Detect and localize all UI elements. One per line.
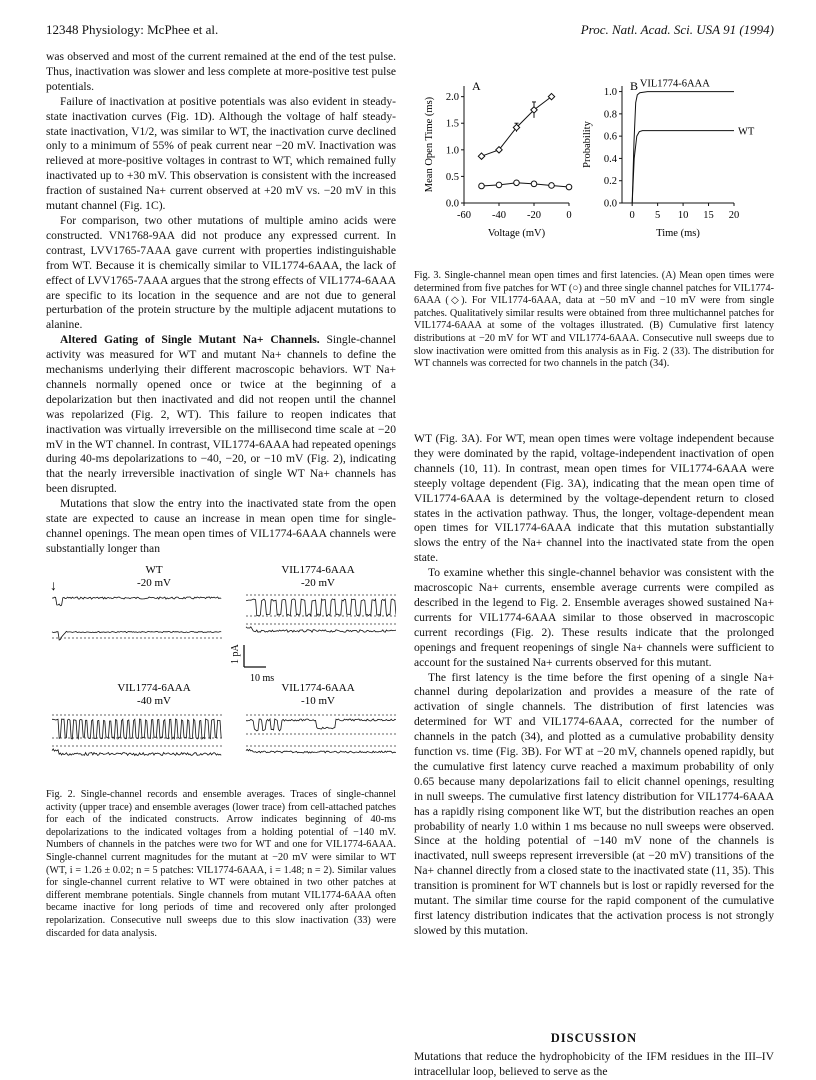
paragraph: Mutations that slow the entry into the inactivated state from the open state are expected to cause an increase in mean open time for single-channel openings. The mean open times of VIL1774-6AAA channels were substantially longer than	[46, 497, 396, 555]
circle-point	[566, 184, 572, 190]
fig2-panel-voltage: -20 mV	[137, 577, 171, 589]
y-tick-label: 0.4	[603, 153, 617, 165]
fig2-panel-title: VIL1774-6AAA	[281, 564, 355, 576]
header-right: Proc. Natl. Acad. Sci. USA 91 (1994)	[580, 22, 774, 37]
figure-2	[46, 560, 396, 788]
fig3-panel-b	[582, 79, 755, 239]
left-column	[46, 50, 396, 557]
fig2-panel-voltage: -20 mV	[301, 577, 335, 589]
panel-label: B	[630, 79, 639, 93]
x-tick-label: -40	[492, 210, 506, 221]
x-tick-label: 15	[703, 210, 714, 221]
caption-lead: Fig. 3.	[414, 270, 442, 281]
scale-time-label: 10 ms	[250, 673, 275, 684]
discussion-heading: DISCUSSION	[550, 1031, 638, 1045]
fig2-panel-voltage: -40 mV	[137, 695, 171, 707]
y-tick-label: 0.8	[603, 109, 617, 121]
section-heading: Altered Gating of Single Mutant Na+ Channels.	[60, 333, 320, 347]
x-tick-label: 10	[677, 210, 689, 221]
trace	[52, 597, 221, 606]
x-axis-label: Time (ms)	[656, 228, 700, 239]
x-tick-label: 5	[655, 210, 661, 221]
running-header	[46, 22, 774, 40]
ensemble-trace	[52, 631, 221, 640]
x-tick-label: 20	[728, 210, 740, 221]
circle-point	[496, 182, 502, 188]
caption-text: Single-channel mean open times and first latencies. (A) Mean open times were determined from five patches for WT (○) and three single channel patches for VIL1774-6AAA (◇). For VIL1774-6AAA, data at −50 mV and −10 mV were from single patches. Qualitatively similar results were obtained from three multichannel patches for VIL1774-6AAA at some of the voltages illustrated. (B) Cumulative first latency distributions at −20 mV for WT and VIL1774-6AAA. Consecutive null sweeps due to slow inactivation were omitted from this analysis as in Fig. 2 (33). The distribution for WT channels was corrected for two channels in the patch (34).	[414, 270, 774, 370]
paragraph: For comparison, two other mutations of multiple amino acids were constructed. VN1768-9AA did not produce any expressed current. In contrast, LVV1765-7AAA gave current with properties indistinguishable from WT. Because it is chemically similar to VIL1774-6AAA, the lack of effect of LVV1765-7AAA argues that the strong effects of VIL1774-6AAA are specific to its location in the sequence and are not due to general perturbation of the protein structure by the multiple adjacent mutations to alanine.	[46, 213, 396, 332]
x-tick-label: -20	[527, 210, 541, 221]
y-tick-label: 0.5	[445, 171, 459, 183]
paragraph: WT (Fig. 3A). For WT, mean open times were voltage independent because they were dominated by the rapid, voltage-independent inactivation of open channels (10, 11). In contrast, mean open times for VIL1774-6AAA were steeply voltage dependent (Fig. 3A), indicating that the mean open time of VIL1774-6AAA is determined by the voltage-dependent return to closed states in the activation pathway. Thus, the longer, voltage-dependent mean open times for VIL1774-6AAA indicate that this mutation substantially slows the entry of the Na+ channel into the inactivated state from the open state.	[414, 432, 774, 565]
series-line	[632, 131, 734, 203]
fig2-caption	[46, 789, 396, 940]
x-tick-label: 0	[629, 210, 635, 221]
ensemble-trace	[246, 627, 396, 632]
series-label: VIL1774-6AAA	[639, 78, 710, 90]
paragraph-text: Single-channel activity was measured for WT and mutant Na+ channels to define the mechanisms underlying their different macroscopic behaviors. WT Na+ channels normally opened once or twice at the beginning of a depolarization but then inactivated and did not reopen until the channel was repolarized (Fig. 2, WT). This failure to reopen indicates that inactivation was virtually irreversible on the millisecond time scale at −20 mV in the WT channel. In contrast, VIL1774-6AAA had repeated openings during 40-ms depolarizations to −40, −20, or −10 mV (Fig. 2), indicating that the nearly irreversible inactivation of single WT Na+ channels has been disrupted.	[46, 333, 396, 496]
x-tick-label: -60	[457, 210, 471, 221]
circle-point	[531, 181, 537, 187]
ensemble-trace	[52, 749, 221, 756]
panel-label: A	[472, 79, 481, 93]
y-axis-label: Mean Open Time (ms)	[424, 96, 435, 193]
fig2-panel-title: VIL1774-6AAA	[117, 682, 191, 694]
arrow-icon: ↓	[50, 579, 57, 594]
y-axis-label: Probability	[582, 121, 593, 168]
fig2-panel-title: VIL1774-6AAA	[281, 682, 355, 694]
trace	[246, 719, 396, 731]
series-line	[632, 92, 734, 203]
series-label: WT	[738, 126, 755, 138]
fig2-traces	[52, 595, 396, 756]
scale-current-label: 1 pA	[230, 644, 241, 664]
fig2-panel-voltage: -10 mV	[301, 695, 335, 707]
header-left: 12348 Physiology: McPhee et al.	[46, 22, 219, 37]
y-tick-label: 1.0	[603, 87, 617, 99]
fig3-panel-a	[424, 79, 572, 239]
trace	[246, 599, 396, 616]
circle-point	[549, 183, 555, 189]
caption-lead: Fig. 2.	[46, 789, 76, 800]
fig2-panel-title: WT	[145, 564, 163, 576]
right-column	[414, 432, 774, 939]
diamond-point	[478, 153, 484, 159]
y-tick-label: 0.6	[603, 131, 617, 143]
paragraph	[46, 333, 396, 497]
paragraph: Failure of inactivation at positive potentials was also evident in steady-state inactivation curves (Fig. 1D). Although the voltage of half steady-state inactivation, V1/2, was similar to WT, the inactivation curve declined only to a minimum of 55% of peak current near −20 mV. Inactivation was relieved at more-positive voltages in contrast to WT, which remained fully inactivated up to +30 mV. This observation is consistent with the increased fraction of sustained Na+ current observed at +20 mV vs. −20 mV in this mutant channel (Fig. 1C).	[46, 94, 396, 213]
paragraph: was observed and most of the current remained at the end of the test pulse. Thus, inactivation was slower and less complete at more-positive test pulse potentials.	[46, 50, 396, 93]
x-tick-label: 0	[566, 210, 572, 221]
y-tick-label: 0.0	[445, 198, 459, 210]
y-tick-label: 0.2	[603, 176, 617, 188]
figure-3	[414, 78, 774, 268]
circle-point	[479, 183, 485, 189]
caption-text: Single-channel records and ensemble averages. Traces of single-channel activity (upper trace) and ensemble averages (lower trace) from cell-attached patches for each of the indicated constructs. Arrow indicates beginning of 40-ms depolarizations to the indicated voltages from a holding potential of −140 mV. Numbers of channels in the patches were two for WT and one for VIL1774-6AAA. Single-channel current magnitudes for the mutant at −20 mV were similar to WT (WT, i = 1.26 ± 0.02; n = 5 patches: VIL1774-6AAA, i = 1.48; n = 2). Similar values for single-channel current relative to WT were obtained in two other patches at different membrane potentials. Single channels from mutant VIL1774-6AAA often became inactive for long periods of time and recovered only after prolonged repolarization. Consecutive null sweeps due to this slow inactivation (33) were discarded for data analysis.	[46, 789, 397, 939]
circle-point	[514, 180, 520, 186]
y-tick-label: 1.5	[445, 118, 459, 130]
ensemble-trace	[246, 749, 396, 753]
paragraph: The first latency is the time before the first opening of a single Na+ channel during depolarization and provides a measure of the rate of activation of single channels. The distribution of first latencies was determined for WT and VIL1774-6AAA, corrected for the number of channels in the patch (34), and plotted as a cumulative probability density function vs. time (Fig. 3B). For WT at −20 mV, channels opened rapidly, but the cumulative first latency curve reached a maximum probability of only 0.65 because many depolarizations fail to elicit channel openings, resulting in null sweeps. The cumulative first latency distribution for VIL1774-6AAA has a rapidly rising component like WT, but the distribution reaches an open probability of nearly 1.0 within 1 ms because no null sweeps were observed. Since at the holding potential of −140 mV none of the channels is inactivated, null sweeps represent irreversible (at −20 mV) transitions of the Na+ channel directly from a closed state to the inactivated state (11, 35). This transition is prominent for WT channels but is lost or rapidly reversed for the mutant. The similar time course for the rapid component of the cumulative first latency distribution indicates that the activation process is not strongly slowed by this mutation.	[414, 670, 774, 937]
y-tick-label: 0.0	[603, 198, 617, 210]
paragraph: To examine whether this single-channel behavior was consistent with the macroscopic Na+ currents, ensemble average currents were compiled as described in the legend to Fig. 2. Ensemble averages showed sustained Na+ currents for VIL1774-6AAA similar to those observed in macroscopic current recordings (Fig. 2). These results indicate that the prolonged openings and frequent reopenings of single Na+ channels were sufficient to account for the sustained Na+ currents observed for this mutant.	[414, 566, 774, 669]
x-axis-label: Voltage (mV)	[487, 228, 546, 239]
y-tick-label: 2.0	[445, 92, 459, 104]
discussion-text: Mutations that reduce the hydrophobicity of the IFM residues in the III–IV intracellular loop, believed to serve as the	[414, 1050, 774, 1078]
y-tick-label: 1.0	[445, 145, 459, 157]
trace	[52, 719, 221, 739]
fig3-caption	[414, 270, 774, 371]
series-line	[482, 183, 570, 187]
